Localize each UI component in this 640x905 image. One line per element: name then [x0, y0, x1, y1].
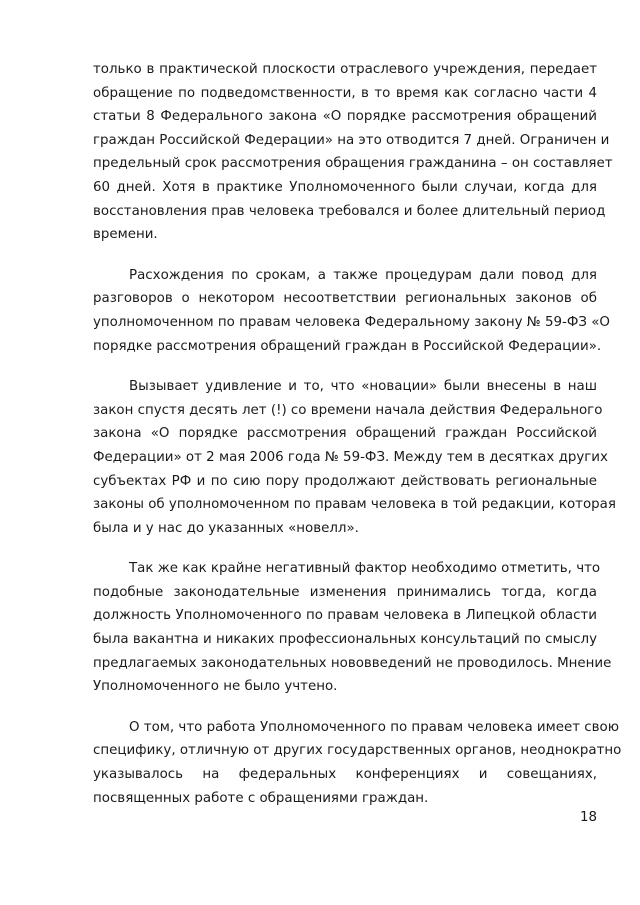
- paragraph-continuation: [93, 58, 613, 247]
- paragraph-specifics: [93, 716, 622, 810]
- text-line: законы об уполномоченном по правам человека в той редакции, которая: [93, 497, 616, 513]
- text-line: закона «О порядке рассмотрения обращений граждан Российской: [93, 426, 597, 442]
- text-line: статьи 8 Федерального закона «О порядке рассмотрения обращений: [93, 109, 597, 125]
- text-line: граждан Российской Федерации» на это отводится 7 дней. Ограничен и: [93, 132, 610, 148]
- text-line: была вакантна и никаких профессиональных консультаций по смыслу: [93, 632, 598, 648]
- text-line: предлагаемых законодательных нововведений не проводилось. Мнение: [93, 655, 612, 671]
- paragraph-discrepancies: [93, 264, 610, 358]
- text-line: уполномоченном по правам человека Федеральному закону № 59-ФЗ «О: [93, 314, 610, 330]
- text-line: предельный срок рассмотрения обращения гражданина – он составляет: [93, 156, 613, 172]
- page-number: 18: [579, 810, 597, 825]
- text-line: закон спустя десять лет (!) со времени начала действия Федерального: [93, 402, 603, 418]
- text-line: восстановления прав человека требовался и более длительный период: [93, 203, 606, 219]
- paragraph-innovations: [93, 375, 616, 540]
- text-line: Федерации» от 2 мая 2006 года № 59-ФЗ. Между тем в десятках других: [93, 449, 608, 465]
- text-line: субъектах РФ и по сию пору продолжают действовать региональные: [93, 473, 597, 489]
- text-line: посвященных работе с обращениями граждан.: [93, 790, 429, 806]
- text-line: Вызывает удивление и то, что «новации» были внесены в наш: [129, 379, 597, 395]
- text-line: должность Уполномоченного по правам человека в Липецкой области: [93, 608, 597, 624]
- text-line: разговоров о некотором несоответствии региональных законов об: [93, 291, 597, 307]
- text-line: обращение по подведомственности, в то время как согласно части 4: [93, 85, 597, 101]
- document-body: [93, 58, 622, 827]
- text-line: Расхождения по срокам, а также процедурам дали повод для: [129, 267, 597, 283]
- text-line: подобные законодательные изменения принимались тогда, когда: [93, 584, 597, 600]
- text-line: порядке рассмотрения обращений граждан в Российской Федерации».: [93, 338, 602, 354]
- text-line: 60 дней. Хотя в практике Уполномоченного были случаи, когда для: [93, 179, 597, 195]
- text-line: указывалось на федеральных конференциях и совещаниях,: [93, 767, 597, 783]
- text-line: Так же как крайне негативный фактор необходимо отметить, что: [129, 561, 601, 577]
- text-line: Уполномоченного не было учтено.: [93, 679, 338, 695]
- text-line: специфику, отличную от других государственных органов, неоднократно: [93, 743, 622, 759]
- text-line: времени.: [93, 227, 158, 243]
- paragraph-negative-factor: [93, 557, 612, 699]
- text-line: только в практической плоскости отраслевого учреждения, передает: [93, 62, 597, 77]
- text-line: О том, что работа Уполномоченного по правам человека имеет свою: [129, 719, 619, 735]
- text-line: была и у нас до указанных «новелл».: [93, 520, 359, 536]
